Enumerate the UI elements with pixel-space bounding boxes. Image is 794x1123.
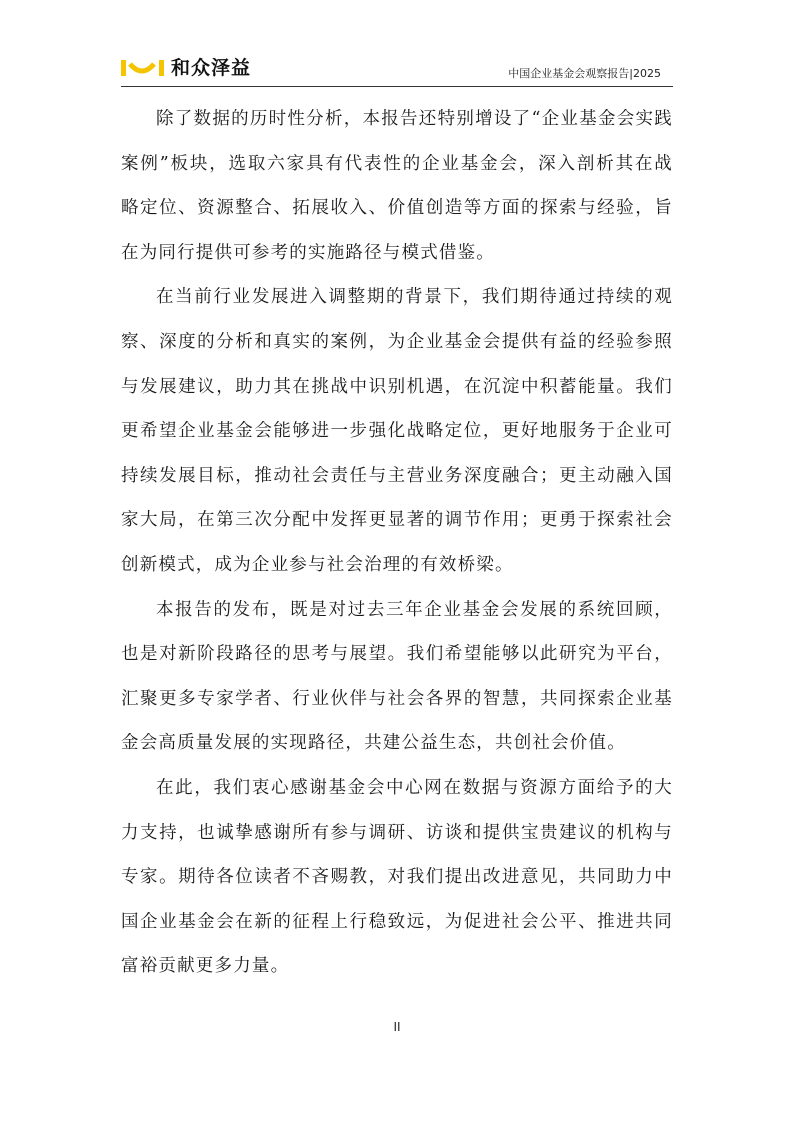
- paragraph: 在当前行业发展进入调整期的背景下，我们期待通过持续的观察、深度的分析和真实的案例，为企业基金会提供有益的经验参照与发展建议，助力其在挑战中识别机遇，在沉淀中积蓄能量。我们更希望企业基金会能够进一步强化战略定位，更好地服务于企业可持续发展目标，推动社会责任与主营业务深度融合；更主动融入国家大局，在第三次分配中发挥更显著的调节作用；更勇于探索社会创新模式，成为企业参与社会治理的有效桥梁。: [121, 287, 673, 575]
- logo-mark-icon: [121, 58, 165, 78]
- paragraph: 本报告的发布，既是对过去三年企业基金会发展的系统回顾，也是对新阶段路径的思考与展望。我们希望能够以此研究为平台，汇聚更多专家学者、行业伙伴与社会各界的智慧，共同探索企业基金会高质量发展的实现路径，共建公益生态，共创社会价值。: [121, 599, 673, 754]
- logo-text: 和众泽益: [171, 57, 252, 79]
- body-text: [121, 97, 673, 989]
- logo: [121, 56, 251, 80]
- report-title: 中国企业基金会观察报告|2025: [508, 67, 661, 80]
- paragraph: 除了数据的历时性分析，本报告还特别增设了“企业基金会实践案例”板块，选取六家具有代表性的企业基金会，深入剖析其在战略定位、资源整合、拓展收入、价值创造等方面的探索与经验，旨在为同行提供可参考的实施路径与模式借鉴。: [121, 109, 673, 263]
- paragraph: 在此，我们衷心感谢基金会中心网在数据与资源方面给予的大力支持，也诚挚感谢所有参与调研、访谈和提供宝贵建议的机构与专家。期待各位读者不吝赐教，对我们提出改进意见，共同助力中国企业基金会在新的征程上行稳致远，为促进社会公平、推进共同富裕贡献更多力量。: [121, 777, 673, 977]
- page-number: II: [393, 1020, 401, 1034]
- page-header: [121, 52, 673, 87]
